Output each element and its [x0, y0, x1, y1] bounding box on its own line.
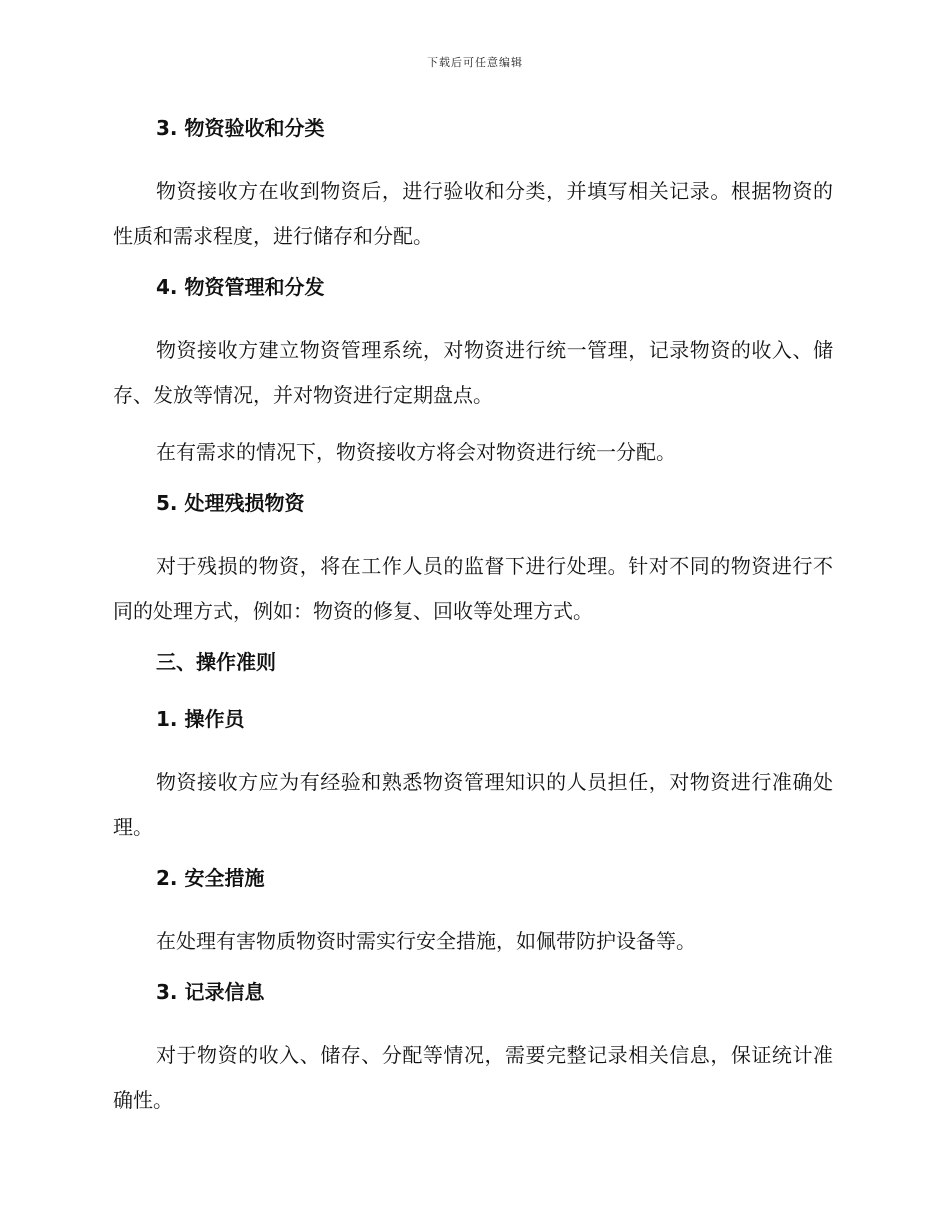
- section-heading-safety: 2. 安全措施: [156, 866, 265, 890]
- section-heading-acceptance: 3. 物资验收和分类: [156, 116, 325, 140]
- section-heading-damaged: 5. 处理残损物资: [156, 491, 305, 515]
- section-heading-management: 4. 物资管理和分发: [156, 275, 325, 299]
- document-body: [113, 112, 833, 1135]
- paragraph-safety: 在处理有害物质物资时需实行安全措施，如佩带防护设备等。: [156, 929, 696, 953]
- paragraph-management: 物资接收方建立物资管理系统，对物资进行统一管理，记录物资的收入、储存、发放等情况，并对物资进行定期盘点。: [113, 338, 833, 407]
- paragraph-operator: 物资接收方应为有经验和熟悉物资管理知识的人员担任，对物资进行准确处理。: [113, 770, 833, 839]
- paragraph-records: 对于物资的收入、储存、分配等情况，需要完整记录相关信息，保证统计准确性。: [113, 1043, 833, 1112]
- paragraph-acceptance: 物资接收方在收到物资后，进行验收和分类，并填写相关记录。根据物资的性质和需求程度，进行储存和分配。: [113, 179, 833, 248]
- header-note: 下载后可任意编辑: [427, 56, 523, 69]
- paragraph-damaged: 对于残损的物资，将在工作人员的监督下进行处理。针对不同的物资进行不同的处理方式，例如：物资的修复、回收等处理方式。: [113, 554, 833, 623]
- section-heading-records: 3. 记录信息: [156, 980, 265, 1004]
- section-heading-operator: 1. 操作员: [156, 707, 245, 731]
- chapter-heading-guidelines: 三、操作准则: [156, 650, 276, 674]
- paragraph-distribution: 在有需求的情况下，物资接收方将会对物资进行统一分配。: [156, 440, 676, 464]
